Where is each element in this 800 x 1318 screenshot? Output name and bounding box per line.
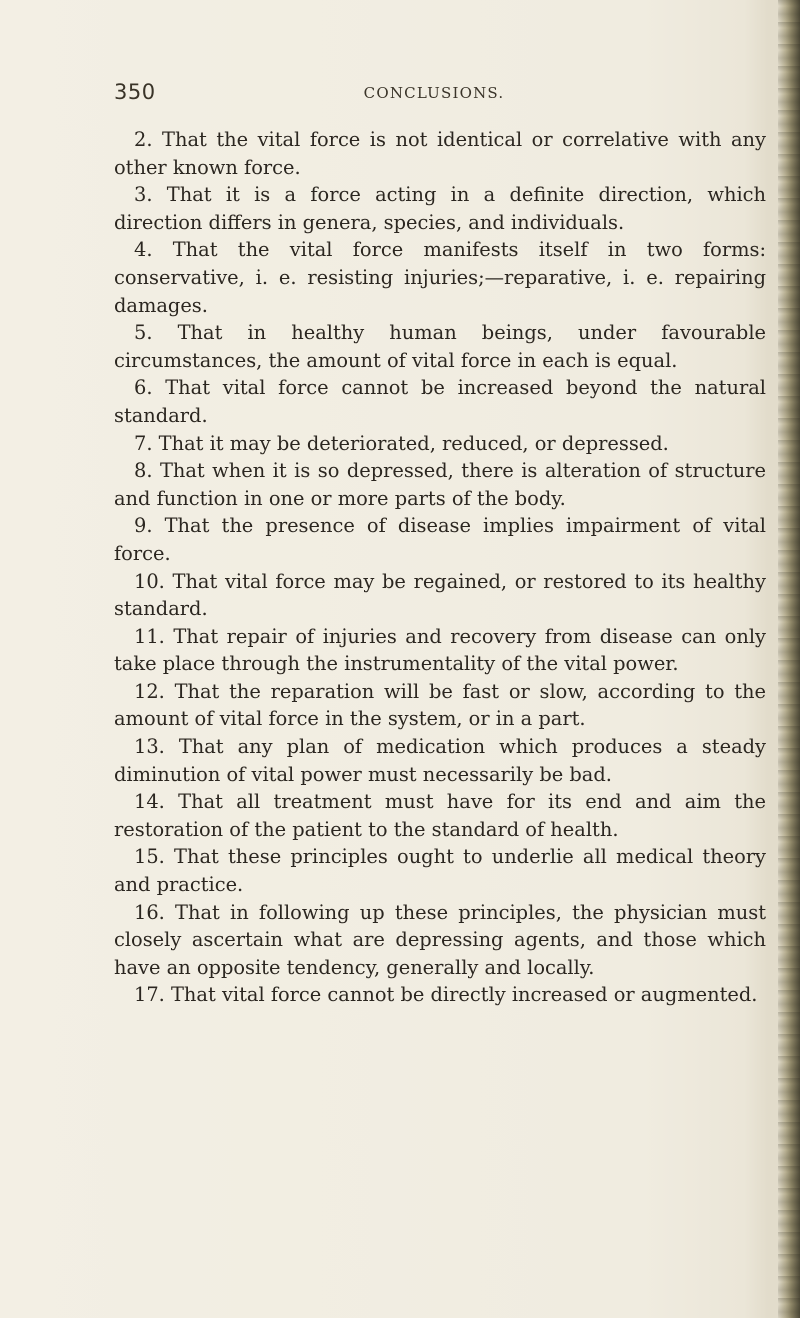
page-edge-texture: [778, 0, 800, 1318]
conclusion-item-14: 14. That all treatment must have for its end and aim the restoration of the patient to the standard of health.: [114, 790, 766, 841]
page-number: 350: [114, 80, 156, 104]
page-header: [114, 80, 754, 110]
conclusion-item-16: 16. That in following up these principles, the physician must closely ascertain what are depressing agents, and those which have an opposite tendency, generally and locally.: [114, 900, 766, 979]
conclusion-item-4: 4. That the vital force manifests itself in two forms: conservative, i. e. resisting injuries;—reparative, i. e. repairing damages.: [114, 238, 766, 317]
conclusion-item-10: 10. That vital force may be regained, or restored to its healthy standard.: [114, 569, 766, 621]
conclusion-item-3: 3. That it is a force acting in a definite direction, which direction differs in genera, species, and individuals.: [114, 183, 766, 234]
conclusion-item-13: 13. That any plan of medication which produces a steady diminution of vital power must necessarily be bad.: [114, 735, 766, 786]
conclusion-item-12: 12. That the reparation will be fast or slow, according to the amount of vital force in the system, or in a part.: [114, 679, 766, 731]
conclusion-item-5: 5. That in healthy human beings, under favourable circumstances, the amount of vital force in each is equal.: [114, 321, 766, 372]
conclusion-item-8: 8. That when it is so depressed, there is alteration of structure and function in one or more parts of the body.: [114, 459, 766, 510]
conclusion-item-7: 7. That it may be deteriorated, reduced, or depressed.: [134, 431, 669, 455]
conclusion-item-2: 2. That the vital force is not identical or correlative with any other known force.: [114, 128, 766, 179]
conclusion-item-6: 6. That vital force cannot be increased beyond the natural standard.: [114, 376, 766, 427]
running-head: CONCLUSIONS.: [363, 84, 505, 102]
conclusion-item-9: 9. That the presence of disease implies impairment of vital force.: [114, 514, 766, 565]
conclusions-list: [114, 126, 766, 1009]
conclusion-item-17: 17. That vital force cannot be directly increased or augmented.: [134, 983, 758, 1007]
conclusion-item-15: 15. That these principles ought to underlie all medical theory and practice.: [114, 845, 766, 897]
conclusion-item-11: 11. That repair of injuries and recovery from disease can only take place through the instrumentality of the vital power.: [114, 624, 766, 676]
